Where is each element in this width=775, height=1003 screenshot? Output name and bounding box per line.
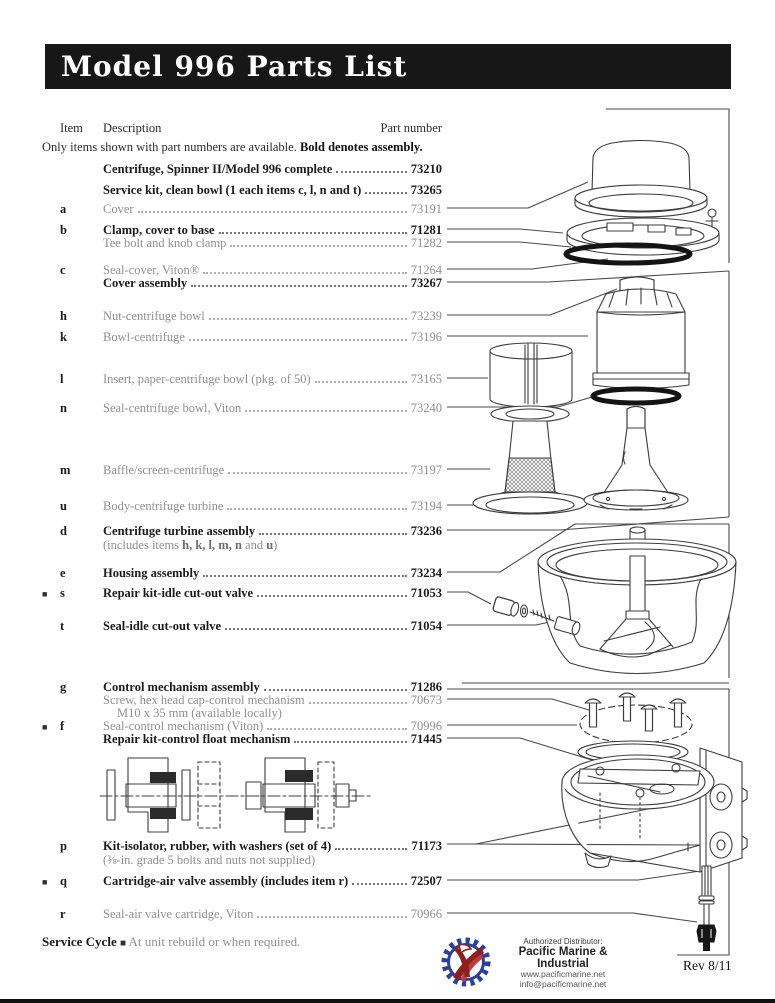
column-header-description: Description [103,121,162,135]
row-dot-leader [335,848,407,850]
service-cycle-square-marker: ■ [42,589,48,599]
isolator-cross-sections [95,748,380,843]
row-description: Cover [103,203,134,216]
table-row [42,875,442,889]
cover-drawing [575,141,707,218]
row-description: Nut-centrifuge bowl [103,310,205,323]
table-row [42,733,442,746]
availability-note [42,140,423,155]
distributor-block [498,937,628,989]
row-dot-leader [336,171,406,173]
control-screws-drawing [580,693,692,743]
bottom-rule [0,999,775,1003]
row-item-letter: k [60,330,67,344]
row-description: Centrifuge, Spinner II/Model 996 complete [103,163,333,176]
table-row [42,539,442,552]
row-dot-leader [228,472,407,474]
table-row [42,310,442,323]
row-description: Seal-air valve cartridge, Viton [103,908,254,921]
table-row [42,525,442,538]
service-cycle-label: Service Cycle [42,934,117,949]
row-part-number: 72507 [410,874,442,888]
table-row [42,500,442,513]
note-plain: Only items shown with part numbers are available. [42,140,300,154]
row-description: Baffle/screen-centrifuge [103,464,225,477]
square-marker-icon: ■ [119,938,127,949]
row-dot-leader [227,508,406,510]
row-part-number: 71286 [410,680,442,694]
bowl-drawing [593,288,689,389]
bowl-seal-drawing [593,389,679,403]
row-part-number: 71173 [411,839,442,853]
column-header-part-number: Part number [380,121,442,135]
row-description: Screw, hex head cap-control mechanism [103,694,305,707]
table-row [42,620,442,633]
row-description: Housing assembly [103,567,200,580]
row-item-letter: p [60,839,67,853]
air-valve-cartridge-drawing [697,866,716,951]
row-dot-leader [245,410,407,412]
baffle-screen-drawing [473,406,587,514]
row-item-letter: r [60,907,66,921]
column-header-item: Item [60,121,83,135]
table-row [42,264,442,277]
row-description: (includes items h, k, l, m, n and u) [103,539,278,552]
service-cycle-square-marker: ■ [42,722,48,732]
row-item-letter: l [60,372,64,386]
row-item-letter: t [60,619,65,633]
row-part-number: 73165 [410,372,442,386]
row-part-number: 71054 [410,619,442,633]
gear-anchor-logo-icon [437,933,495,991]
row-part-number: 73240 [410,401,442,415]
hex-screw [585,699,601,727]
row-part-number: 73267 [410,276,442,290]
table-row [42,277,442,290]
row-part-number: 73236 [410,524,442,538]
row-description: Repair kit-control float mechanism [103,733,291,746]
paper-insert-drawing [490,343,572,407]
row-part-number: 73194 [410,499,442,513]
row-description: Seal-centrifuge bowl, Viton [103,402,242,415]
row-description: Centrifuge turbine assembly [103,525,256,538]
row-part-number: 73210 [410,162,442,176]
row-description: Seal-control mechanism (Viton) [103,720,264,733]
table-row [42,854,442,867]
row-part-number: 73197 [410,463,442,477]
row-item-letter: g [60,680,67,694]
row-item-letter: m [60,463,71,477]
row-part-number: 73239 [410,309,442,323]
row-dot-leader [225,628,407,630]
title-bar [45,44,731,89]
row-dot-leader [219,232,407,234]
service-cycle-note [42,934,300,950]
row-part-number: 73265 [410,183,442,197]
row-description: Kit-isolator, rubber, with washers (set of 4) [103,840,332,853]
row-item-letter: f [60,719,65,733]
row-part-number: 71053 [410,586,442,600]
housing-assembly-drawing [538,527,736,674]
turbine-body-drawing [584,407,688,511]
table-row [42,681,442,694]
row-part-number: 71281 [410,223,442,237]
row-dot-leader [209,318,407,320]
table-row [42,464,442,477]
row-description: M10 x 35 mm (available locally) [117,707,282,720]
row-item-letter: e [60,566,66,580]
row-dot-leader [259,533,407,535]
table-row [42,707,442,720]
row-dot-leader [365,192,406,194]
row-part-number: 71282 [410,236,442,250]
note-bold: Bold denotes assembly. [299,140,423,154]
row-dot-leader [309,702,407,704]
row-dot-leader [203,575,407,577]
table-row [42,402,442,415]
table-row [42,587,442,601]
row-item-letter: d [60,524,67,538]
row-part-number: 71264 [410,263,442,277]
row-description: Bowl-centrifuge [103,331,185,344]
table-row [42,373,442,386]
row-dot-leader [203,272,407,274]
revision-label: Rev 8/11 [683,958,732,973]
table-row [42,163,442,176]
row-part-number: 70996 [410,719,442,733]
row-description: Service kit, clean bowl (1 each items c, l, n and t) [103,184,362,197]
hex-screw [670,699,686,727]
table-row [42,237,442,250]
row-part-number: 73234 [410,566,442,580]
page-title: Model 996 Parts List [61,50,408,83]
row-item-letter: n [60,401,67,415]
row-item-letter: q [60,874,67,888]
distributor-name: Pacific Marine & Industrial [518,946,608,970]
distributor-web: www.pacificmarine.net [520,969,606,979]
table-row [42,331,442,344]
row-part-number: 70673 [410,693,442,707]
row-part-number: 73191 [410,202,442,216]
table-row [42,203,442,216]
row-dot-leader [315,381,407,383]
row-description: Body-centrifuge turbine [103,500,224,513]
row-dot-leader [257,916,406,918]
row-dot-leader [191,285,407,287]
row-part-number: 73196 [410,330,442,344]
table-row [42,908,442,921]
row-part-number: 71445 [410,732,442,746]
table-row [42,224,442,237]
row-dot-leader [230,245,406,247]
row-dot-leader [267,728,406,730]
row-description: Cartridge-air valve assembly (includes item r) [103,875,349,888]
hex-screw [619,693,635,721]
distributor-line1: Authorized Distributor: [523,937,603,946]
row-description: Control mechanism assembly [103,681,260,694]
row-description: Insert, paper-centrifuge bowl (pkg. of 50) [103,373,311,386]
row-description: Seal-cover, Viton® [103,264,200,277]
base-housing-drawing [562,748,747,872]
table-row [42,567,442,580]
row-description: (⅜-in. grade 5 bolts and nuts not supplied) [103,854,316,867]
row-dot-leader [294,741,406,743]
row-item-letter: s [60,586,65,600]
row-dot-leader [257,595,407,597]
isolator-section-exploded [107,758,220,832]
row-description: Repair kit-idle cut-out valve [103,587,254,600]
row-item-letter: u [60,499,67,513]
hex-screw [641,705,657,731]
row-description: Cover assembly [103,277,188,290]
isolator-section-assembled [246,758,356,832]
row-part-number: 70966 [410,907,442,921]
distributor-email: info@pacificmarine.net [519,978,607,989]
row-item-letter: a [60,202,67,216]
row-item-letter: c [60,263,66,277]
row-item-letter: b [60,223,67,237]
service-cycle-square-marker: ■ [42,877,48,887]
table-row [42,694,442,707]
row-item-letter: h [60,309,67,323]
row-description: Tee bolt and knob clamp [103,237,227,250]
row-dot-leader [189,339,407,341]
row-dot-leader [138,211,407,213]
row-dot-leader [352,883,407,885]
table-row [42,184,442,197]
row-dot-leader [264,689,407,691]
row-description: Seal-idle cut-out valve [103,620,222,633]
exploded-parts-diagram [438,95,775,980]
row-description: Clamp, cover to base [103,224,215,237]
table-row [42,720,442,734]
service-cycle-text: At unit rebuild or when required. [126,934,301,949]
